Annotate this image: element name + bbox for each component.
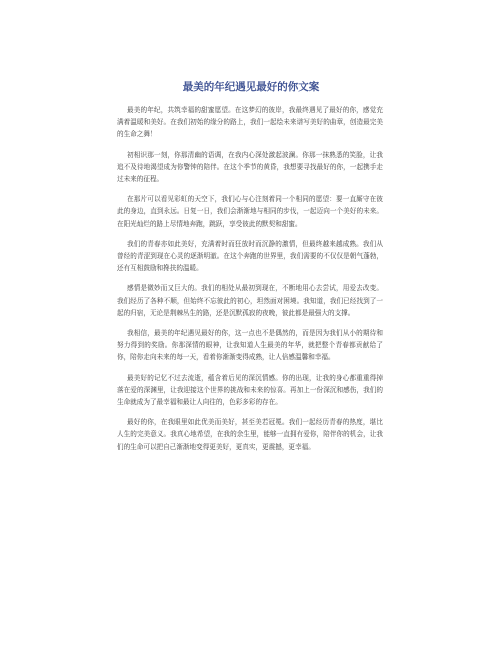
paragraph: 感情是微妙而又巨大的。我们的相处从最初到现在，不断地用心去尝试，用爱去改变。我们经历了各种不顺，但始终不忘彼此的初心，坦然面对困境。我知道，我们已经找到了一起的归宿，无论是荆棘丛生的路，还是沉默孤寂的夜晚，彼此都是最强大的支撑。 <box>117 284 383 317</box>
document-body <box>117 104 383 461</box>
paragraph: 我们的青春亦如此美好，充满着时而狂放时而沉静的激情，但最终越来越成熟。我们从曾经的青涩到现在心灵的逐渐明澈。在这个奔跑的世界里，我们需要的不仅仅是朝气蓬勃，还有互相鼓励和搀扶的温暖。 <box>117 239 383 273</box>
paragraph: 最美的年纪，共筑幸福的甜蜜愿望。在这梦幻的彼岸，我最终遇见了最好的你，感觉充满着温暖和美好。在我们初始的缘分的路上，我们一起绘未来谱写美好的曲章，创造最完美的生命之舞！ <box>117 106 383 139</box>
paragraph: 我相信，最美的年纪遇见最好的你，这一点也不是偶然的，而是因为我们从小的期待和努力得到的奖励。你那深情的眼神，让我知道人生最美的年华，就把整个青春都贡献给了你，陪你走向未来的每一天，看着你渐渐变得成熟，让人倍感温馨和幸福。 <box>117 329 383 362</box>
paragraph: 在那片可以看见彩虹的天空下，我们心与心注刻着同一个相同的愿望：要一直厮守在彼此的身边，直到永远。日复一日，我们会渐渐地与相同的步伐，一起迈向一个美好的未来。在阳光灿烂的路上尽情地奔跑，跳跃，享受彼此的默契和甜蜜。 <box>117 195 383 228</box>
document-title: 最美的年纪遇见最好的你文案 <box>182 81 320 93</box>
paragraph: 最美好的记忆不过去流逝，蕴含着后见的深沉情感。你的出现，让我的身心都重重得掉落在爱的深渊里，让我迎接这个世界的挑战和未来的惊喜。再加上一份深沉和感伤，我们的生命就成为了最幸福和最让人向往的，色彩多彩的存在。 <box>117 373 383 407</box>
paragraph: 初相识那一刻，你那清幽的语调，在我内心深处激起波澜。你那一抹熟悉的笑脸，让我追不及待地渴望成为你警钟的陪伴。在这个季节的黄昏，我想要寻找最好的你，一起携手走过未来的征程。 <box>117 150 383 184</box>
paragraph: 最好的你，在我眼里如此优美而美好，甚至美若冠冕。我们一起经历青春的热度，堪比人生的完美意义。我真心地希望，在我的余生里，能够一直拥有爱你，陪伴你的机会，让我们的生命可以把自己渐渐地变得更美好，更真实，更震撼，更幸福。 <box>117 418 383 451</box>
